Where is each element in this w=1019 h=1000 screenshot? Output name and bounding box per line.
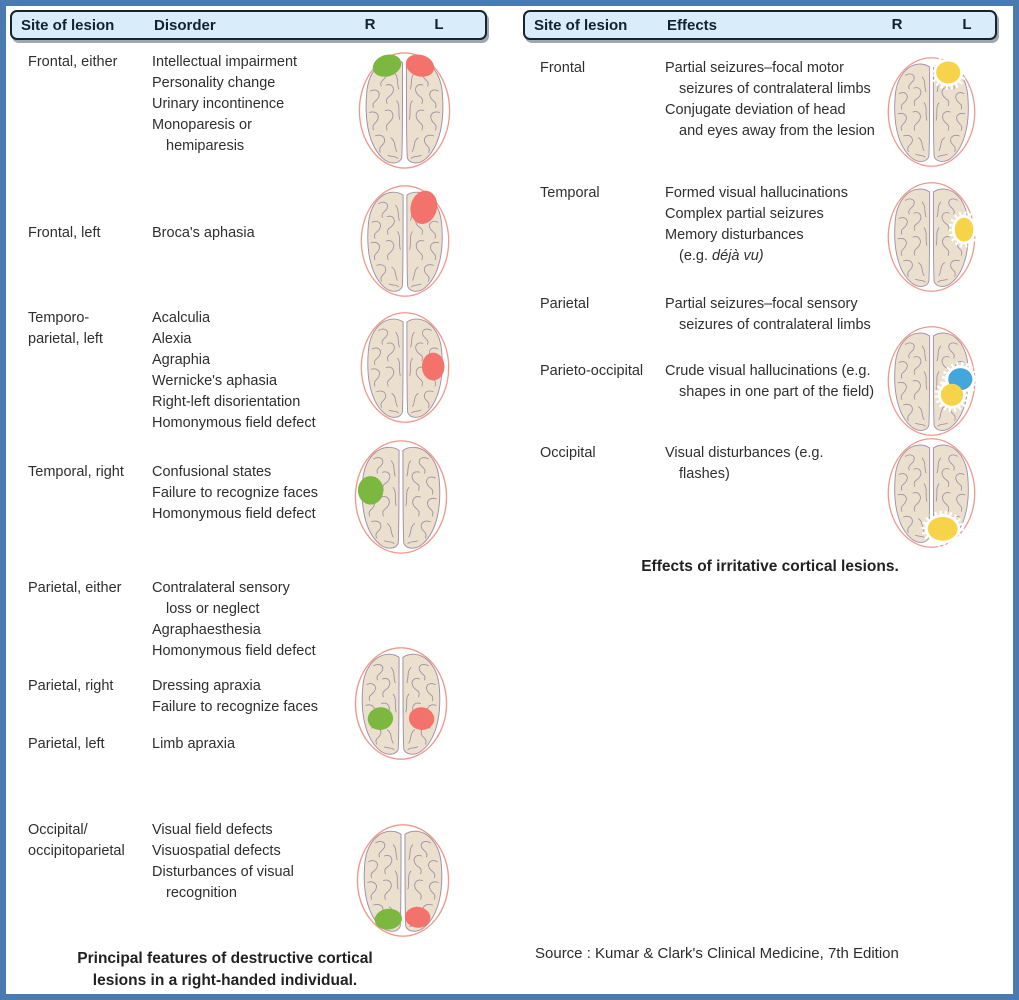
brain-diagram-frontal-left (358, 183, 452, 299)
site-line: parietal, left (28, 331, 103, 347)
effect-line: Crude visual hallucinations (e.g. (665, 363, 871, 379)
left-header-disorder: Disorder (154, 16, 216, 34)
disorder-line: Right-left disorientation (152, 394, 301, 410)
site-of-lesion-label (540, 443, 665, 464)
disorder-line: Personality change (152, 75, 276, 91)
disorder-list (152, 462, 367, 525)
effect-line: Partial seizures–focal sensory (665, 296, 858, 312)
disorder-list (152, 308, 367, 434)
effect-line: (e.g. déjà vu) (679, 248, 764, 264)
site-line: Occipital (540, 445, 596, 461)
disorder-line: Intellectual impairment (152, 54, 298, 70)
disorder-line: Failure to recognize faces (152, 485, 319, 501)
site-of-lesion-label (28, 578, 148, 599)
site-line: Parietal, left (28, 736, 105, 752)
disorder-line: Alexia (152, 331, 192, 347)
effects-list (665, 58, 915, 142)
effect-line: flashes) (679, 466, 730, 482)
site-of-lesion-label (28, 52, 148, 73)
disorder-line: Dressing apraxia (152, 678, 261, 694)
disorder-line: Homonymous field defect (152, 415, 316, 431)
site-of-lesion-label (540, 183, 665, 204)
disorder-list (152, 578, 367, 662)
disorder-line: Visuospatial defects (152, 843, 281, 859)
right-header-left-hemisphere: L (962, 16, 972, 33)
brain-diagram-irritative-frontal (885, 55, 978, 169)
site-line: Frontal (540, 60, 586, 76)
site-of-lesion-label (28, 676, 148, 697)
effect-line: Complex partial seizures (665, 206, 824, 222)
site-of-lesion-label (28, 223, 148, 244)
left-header-right-hemisphere: R (364, 16, 376, 33)
disorder-line: Homonymous field defect (152, 506, 316, 522)
disorder-line: Limb apraxia (152, 736, 236, 752)
effect-line: Memory disturbances (665, 227, 804, 243)
disorder-line: Disturbances of visual (152, 864, 294, 880)
effect-line: Visual disturbances (e.g. (665, 445, 824, 461)
site-line: occipitoparietal (28, 843, 125, 859)
disorder-line: Homonymous field defect (152, 643, 316, 659)
site-line: Temporal (540, 185, 600, 201)
caption-line: Principal features of destructive cortical (77, 950, 373, 967)
effects-list (665, 443, 915, 485)
disorder-line: Contralateral sensory (152, 580, 290, 596)
effect-line: seizures of contralateral limbs (679, 317, 871, 333)
effect-line: and eyes away from the lesion (679, 123, 875, 139)
effects-list (665, 294, 915, 336)
site-of-lesion-label (540, 58, 665, 79)
disorder-line: Monoparesis or (152, 117, 252, 133)
site-line: Parietal (540, 296, 590, 312)
effect-line: seizures of contralateral limbs (679, 81, 871, 97)
site-of-lesion-label (28, 820, 148, 862)
caption-line: Effects of irritative cortical lesions. (641, 558, 899, 575)
left-table-caption (30, 948, 420, 992)
disorder-list (152, 52, 367, 157)
brain-diagram-irritative-occipital (885, 436, 978, 550)
right-header-right-hemisphere: R (891, 16, 903, 33)
effects-list (665, 183, 915, 267)
brain-diagram-occipital-both (354, 822, 452, 939)
source-credit: Source : Kumar & Clark's Clinical Medicine, 7th Edition (535, 945, 899, 962)
site-line: Temporal, right (28, 464, 124, 480)
disorder-line: loss or neglect (166, 601, 260, 617)
right-header-site-of-lesion: Site of lesion (534, 16, 628, 34)
right-header-effects: Effects (667, 16, 718, 34)
effects-list (665, 361, 915, 403)
right-table-header (523, 10, 997, 40)
site-of-lesion-label (28, 462, 148, 483)
disorder-line: Failure to recognize faces (152, 699, 319, 715)
right-table-caption (545, 556, 995, 578)
disorder-list (152, 223, 367, 244)
disorder-line: Agraphia (152, 352, 211, 368)
site-line: Temporo- (28, 310, 90, 326)
effect-line: Conjugate deviation of head (665, 102, 846, 118)
disorder-line: Visual field defects (152, 822, 273, 838)
disorder-line: Wernicke's aphasia (152, 373, 278, 389)
brain-diagram-parietal-either (352, 645, 450, 762)
site-line: Parietal, right (28, 678, 114, 694)
site-of-lesion-label (540, 294, 665, 315)
site-line: Frontal, left (28, 225, 101, 241)
site-line: Frontal, either (28, 54, 118, 70)
effect-line: Formed visual hallucinations (665, 185, 848, 201)
site-line: Occipital/ (28, 822, 88, 838)
effect-line: Partial seizures–focal motor (665, 60, 844, 76)
disorder-line: hemiparesis (166, 138, 245, 154)
caption-line: lesions in a right-handed individual. (92, 972, 358, 989)
brain-diagram-temporal-right (352, 438, 450, 556)
left-table-header (10, 10, 487, 40)
disorder-line: Acalculia (152, 310, 211, 326)
site-line: Parieto-occipital (540, 363, 644, 379)
disorder-line: Broca's aphasia (152, 225, 255, 241)
disorder-line: recognition (166, 885, 237, 901)
disorder-line: Confusional states (152, 464, 272, 480)
disorder-list (152, 734, 367, 755)
brain-diagram-irritative-temporal (885, 180, 978, 294)
left-header-site-of-lesion: Site of lesion (21, 16, 115, 34)
site-line: Parietal, either (28, 580, 122, 596)
site-of-lesion-label (28, 734, 148, 755)
effect-line: shapes in one part of the field) (679, 384, 875, 400)
brain-diagram-frontal-either (356, 50, 453, 171)
disorder-line: Agraphaesthesia (152, 622, 261, 638)
left-header-left-hemisphere: L (434, 16, 444, 33)
disorder-list (152, 820, 367, 904)
site-of-lesion-label (540, 361, 665, 382)
disorder-line: Urinary incontinence (152, 96, 285, 112)
site-of-lesion-label (28, 308, 148, 350)
brain-diagram-irritative-parieto-occipital (885, 324, 978, 438)
brain-diagram-temporo-parietal-left (358, 310, 452, 425)
disorder-list (152, 676, 367, 718)
